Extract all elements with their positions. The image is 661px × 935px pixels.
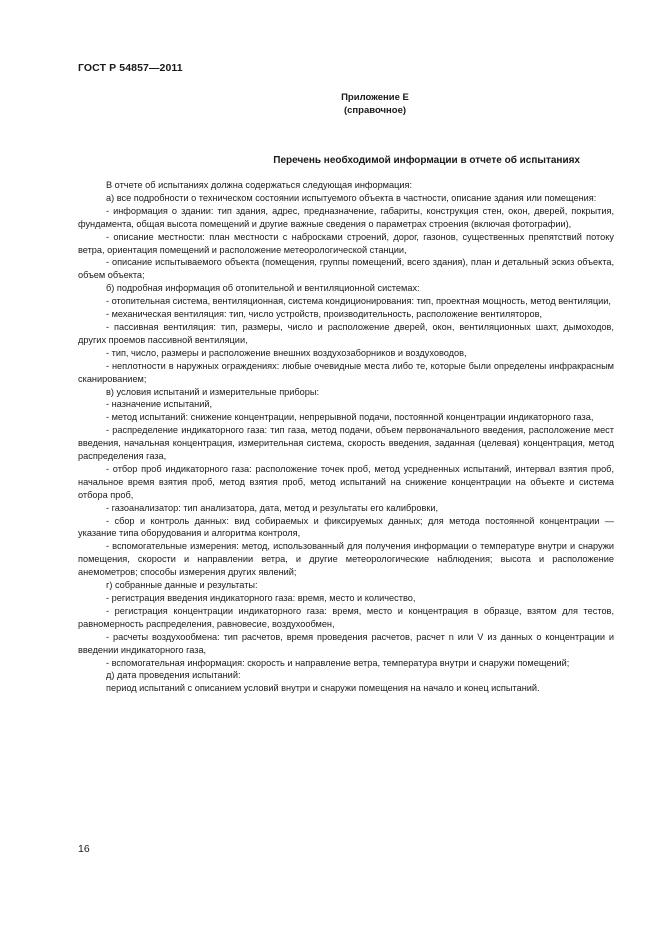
paragraph: - вспомогательные измерения: метод, использованный для получения информации о температуре внутри и снаружи помещения, скорости и направлении ветра, и другие метеорологические наблюдения; высота и расположение анемометров; способы измерения других явлений; — [78, 541, 614, 578]
paragraph: - вспомогательная информация: скорость и направление ветра, температура внутри и снаружи помещений; — [106, 657, 570, 668]
paragraph: - расчеты воздухообмена: тип расчетов, время проведения расчетов, расчет n или V из данных о концентрации и введении индикаторного газа, — [78, 631, 614, 655]
paragraph: д) дата проведения испытаний: — [106, 670, 241, 681]
annex-title: Приложение Е — [341, 92, 409, 103]
paragraph: - газоанализатор: тип анализатора, дата, метод и результаты его калибровки, — [106, 502, 439, 513]
paragraph: - описание испытываемого объекта (помещения, группы помещений, всего здания), план и детальный эскиз объекта, объем объекта; — [78, 257, 614, 281]
paragraph: - отбор проб индикаторного газа: расположение точек проб, метод усредненных испытаний, интервал взятия проб, начальное время взятия проб, метод взятия проб, метод испытаний на снижение концентрации на объекте и система отбора проб, — [78, 463, 614, 500]
annex-heading — [300, 92, 450, 117]
paragraph: - назначение испытаний, — [106, 399, 213, 410]
paragraph: - отопительная система, вентиляционная, система кондиционирования: тип, проектная мощность, метод вентиляции, — [106, 296, 611, 307]
paragraph: - описание местности: план местности с набросками строений, дорог, газонов, существенных препятствий потоку ветра, ориентация помещений и расположение метеорологической станции, — [78, 231, 614, 255]
paragraph: - распределение индикаторного газа: тип газа, метод подачи, объем первоначального введения, расположение мест введения, начальная концентрация, измерительная система, скорость введения, заданная (целевая) концентрация, метод распределения газа, — [78, 425, 614, 462]
paragraph: б) подробная информация об отопительной и вентиляционной системах: — [106, 283, 420, 294]
document-code: ГОСТ Р 54857—2011 — [78, 62, 183, 74]
paragraph: В отчете об испытаниях должна содержаться следующая информация: — [106, 180, 413, 190]
annex-type: (справочное) — [343, 104, 407, 116]
paragraph: - неплотности в наружных ограждениях: любые очевидные места либо те, которые были определены инфракрасным сканированием; — [78, 360, 614, 384]
paragraph: г) собранные данные и результаты: — [106, 580, 258, 591]
paragraph: - регистрация концентрации индикаторного газа: время, место и концентрация в образце, взятом для тестов, равномерность распределения, равновесие, воздухообмен, — [78, 605, 614, 629]
page-number: 16 — [78, 843, 90, 855]
paragraph: а) все подробности о техническом состоянии испытуемого объекта в частности, описание здания или помещения: — [106, 192, 597, 203]
paragraph: - пассивная вентиляция: тип, размеры, число и расположение дверей, окон, вентиляционных шахт, дымоходов, других проемов пассивной вентиляции, — [78, 321, 614, 345]
paragraph: - метод испытаний: снижение концентрации, непрерывной подачи, постоянной концентрации индикаторного газа, — [106, 412, 594, 423]
paragraph: - сбор и контроль данных: вид собираемых и фиксируемых данных; для метода постоянной концентрации — указание типа оборудования и алгоритма контроля, — [78, 515, 614, 539]
paragraph: - регистрация введения индикаторного газа: время, место и количество, — [106, 593, 416, 603]
paragraph: период испытаний с описанием условий внутри и снаружи помещения на начало и конец испытаний. — [106, 683, 540, 694]
body-text — [78, 179, 614, 695]
paragraph: - механическая вентиляция: тип, число устройств, производительность, расположение вентиляторов, — [106, 309, 543, 320]
paragraph: - информация о здании: тип здания, адрес, предназначение, габариты, конструкция стен, окон, дверей, покрытия, фундамента, общая высота помещений и другие важные сведения о параметрах строения (включая фотографии), — [78, 205, 614, 229]
paragraph: в) условия испытаний и измерительные приборы: — [106, 386, 320, 397]
section-title: Перечень необходимой информации в отчете об испытаниях — [273, 155, 580, 166]
paragraph: - тип, число, размеры и расположение внешних воздухозаборников и воздуховодов, — [106, 347, 467, 358]
